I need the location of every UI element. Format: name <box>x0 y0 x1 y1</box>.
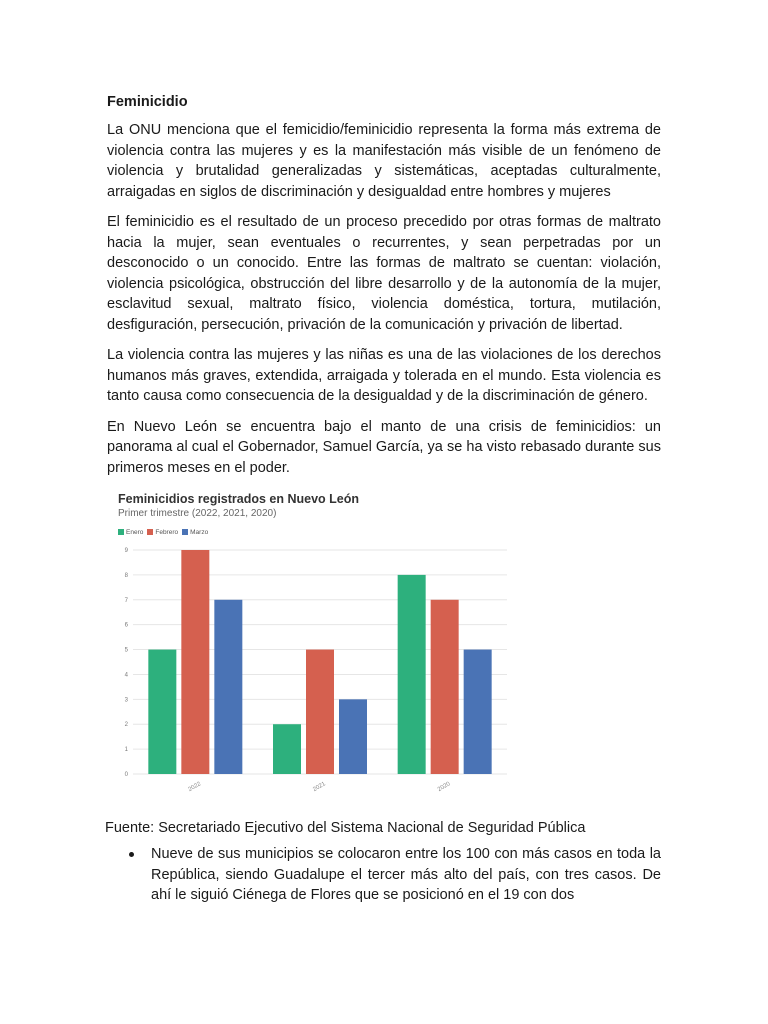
y-tick-label: 4 <box>124 672 128 679</box>
chart-legend <box>118 527 208 537</box>
y-tick-label: 0 <box>124 772 128 778</box>
chart-source: Fuente: Secretariado Ejecutivo del Sistema Nacional de Seguridad Pública <box>105 820 586 836</box>
bar-febrero-2021 <box>306 650 334 774</box>
legend-label-enero: Enero <box>126 528 144 536</box>
bar-marzo-2021 <box>339 699 367 774</box>
paragraph-1: La ONU menciona que el femicidio/feminicidio representa la forma más extrema de violencia contra las mujeres y es la manifestación más visible de un fenómeno de violencia y brutalidad generalizadas y sistemáticas, aceptadas culturalmente, arraigadas en siglos de discriminación y desigualdad entre hombres y mujeres <box>107 122 661 200</box>
x-tick-label: 2020 <box>436 781 452 794</box>
bullet-list <box>107 844 661 906</box>
section-heading: Feminicidio <box>107 94 188 110</box>
paragraph-4: En Nuevo León se encuentra bajo el manto de una crisis de feminicidios: un panorama al cual el Gobernador, Samuel García, ya se ha visto rebasado durante sus primeros meses en el poder. <box>107 418 661 476</box>
y-tick-label: 2 <box>124 722 128 729</box>
legend-label-marzo: Marzo <box>190 528 209 536</box>
y-tick-label: 8 <box>124 572 128 579</box>
bar-enero-2022 <box>148 650 176 774</box>
y-tick-label: 9 <box>124 548 128 554</box>
chart-figure <box>115 492 515 810</box>
bar-enero-2021 <box>273 724 301 774</box>
x-tick-label: 2021 <box>312 781 327 794</box>
chart-title: Feminicidios registrados en Nuevo León <box>118 492 360 506</box>
y-tick-label: 1 <box>124 747 128 754</box>
x-tick-label: 2022 <box>187 781 203 794</box>
bar-marzo-2022 <box>214 600 242 774</box>
y-tick-label: 6 <box>124 622 128 629</box>
legend-swatch-enero <box>118 529 124 535</box>
legend-item-febrero <box>147 529 178 536</box>
document-page <box>107 92 661 906</box>
chart-subtitle: Primer trimestre (2022, 2021, 2020) <box>118 508 277 519</box>
y-tick-label: 5 <box>124 647 128 654</box>
bar-enero-2020 <box>398 575 426 774</box>
legend-item-enero <box>118 529 143 536</box>
legend-swatch-febrero <box>147 529 153 535</box>
legend-item-marzo <box>182 529 208 536</box>
y-tick-label: 3 <box>124 697 128 704</box>
legend-swatch-marzo <box>182 529 188 535</box>
bullet-text: Nueve de sus municipios se colocaron entre los 100 con más casos en toda la República, siendo Guadalupe el tercer más alto del país, con tres casos. De ahí le siguió Ciénega de Flores que se posicionó en el 19 con dos <box>151 846 661 903</box>
bar-chart <box>115 542 515 810</box>
bar-marzo-2020 <box>464 650 492 774</box>
legend-label-febrero: Febrero <box>155 528 179 536</box>
bar-febrero-2020 <box>431 600 459 774</box>
bullet-dot <box>129 852 134 857</box>
paragraph-3: La violencia contra las mujeres y las niñas es una de las violaciones de los derechos humanos más graves, extendida, arraigada y tolerada en el mundo. Esta violencia es tanto causa como consecuencia de la desigualdad y de la discriminación de género. <box>107 347 661 404</box>
bar-febrero-2022 <box>181 550 209 774</box>
paragraph-2: El feminicidio es el resultado de un proceso precedido por otras formas de maltrato hacia la mujer, sean eventuales o recurrentes, y sean perpetradas por un desconocido o un conocido. Entre las formas de maltrato se cuentan: violación, violencia psicológica, obstrucción del libre desarrollo y de la autonomía de la mujer, esclavitud sexual, maltrato físico, violencia doméstica, tortura, mutilación, desfiguración, persecución, privación de la comunicación y privación de libertad. <box>107 214 661 333</box>
bullet-item <box>151 844 661 906</box>
y-tick-label: 7 <box>124 597 128 604</box>
